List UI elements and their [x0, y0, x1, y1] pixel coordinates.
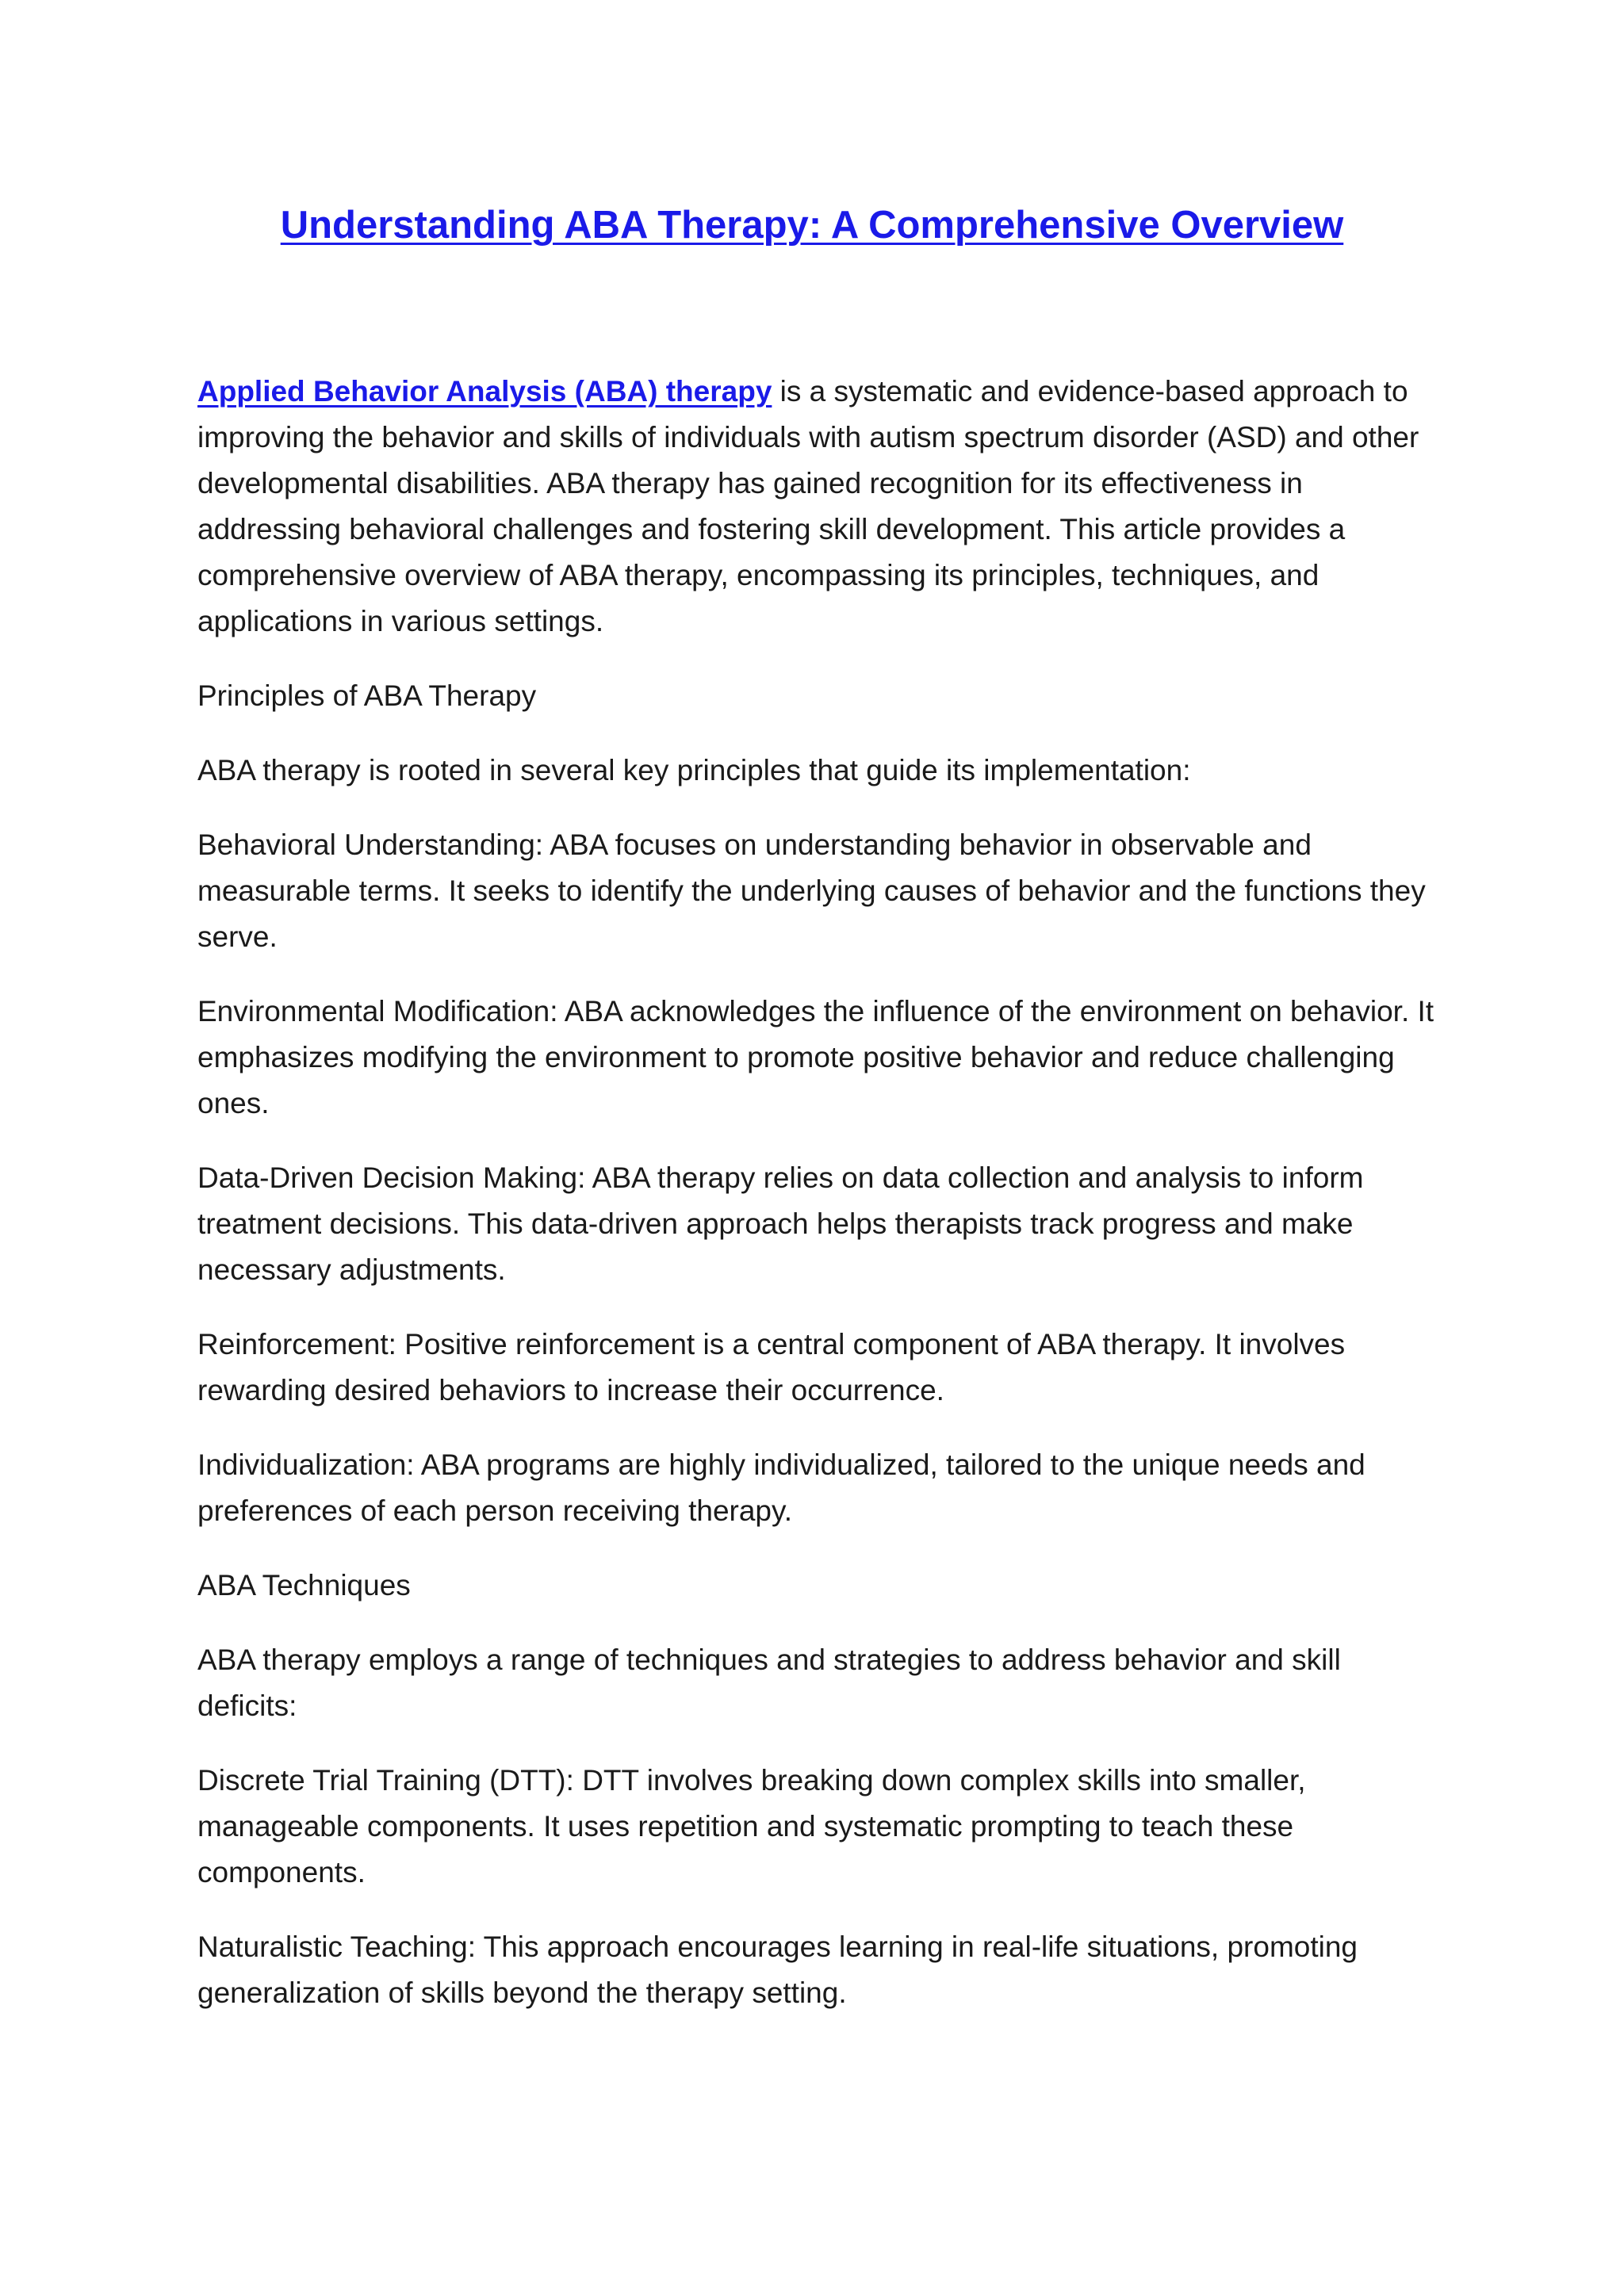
individualization-paragraph: Individualization: ABA programs are highly individualized, tailored to the unique needs and preferences of each person receiving therapy.: [197, 1448, 1365, 1527]
data-driven-paragraph: Data-Driven Decision Making: ABA therapy relies on data collection and analysis to inform treatment decisions. This data-driven approach helps therapists track progress and make necessary adjustments.: [197, 1161, 1364, 1286]
behavioral-understanding-paragraph: Behavioral Understanding: ABA focuses on understanding behavior in observable and measurable terms. It seeks to identify the underlying causes of behavior and the functions they serve.: [197, 828, 1426, 953]
section-heading-techniques: ABA Techniques: [197, 1569, 411, 1601]
reinforcement-paragraph: Reinforcement: Positive reinforcement is a central component of ABA therapy. It involves rewarding desired behaviors to increase their occurrence.: [197, 1328, 1346, 1406]
techniques-intro-paragraph: ABA therapy employs a range of techniques and strategies to address behavior and skill deficits:: [197, 1644, 1341, 1722]
section-heading-principles: Principles of ABA Therapy: [197, 679, 537, 712]
environmental-modification-paragraph: Environmental Modification: ABA acknowledges the influence of the environment on behavior. It emphasizes modifying the environment to promote positive behavior and reduce challenging ones.: [197, 995, 1434, 1119]
intro-paragraph: [197, 369, 1434, 645]
principles-intro-paragraph: ABA therapy is rooted in several key principles that guide its implementation:: [197, 754, 1191, 786]
title-link[interactable]: Understanding ABA Therapy: A Comprehensive Overview: [280, 204, 1344, 247]
article-body: [197, 369, 1434, 2045]
page-title: [0, 197, 1624, 254]
aba-therapy-link[interactable]: Applied Behavior Analysis (ABA) therapy: [197, 375, 772, 408]
naturalistic-teaching-paragraph: Naturalistic Teaching: This approach encourages learning in real-life situations, promoting generalization of skills beyond the therapy setting.: [197, 1931, 1358, 2009]
dtt-paragraph: Discrete Trial Training (DTT): DTT involves breaking down complex skills into smaller, manageable components. It uses repetition and systematic prompting to teach these components.: [197, 1764, 1306, 1888]
intro-text: is a systematic and evidence-based approach to improving the behavior and skills of individuals with autism spectrum disorder (ASD) and other developmental disabilities. ABA therapy has gained recognition for its effectiveness in addressing behavioral challenges and fostering skill development. This article provides a comprehensive overview of ABA therapy, encompassing its principles, techniques, and applications in various settings.: [197, 375, 1419, 637]
